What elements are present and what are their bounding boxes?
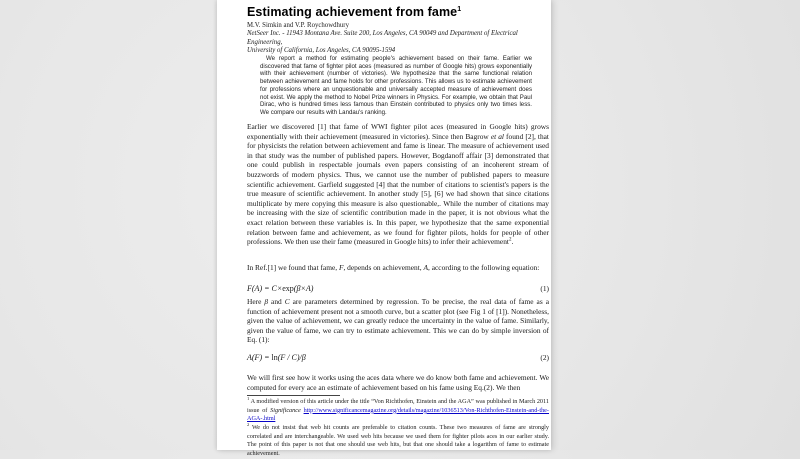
footnote-1-marker: 1: [247, 395, 250, 401]
eq2-ln-operator: ln: [271, 353, 278, 362]
para1-footnote-marker: 2: [508, 237, 512, 243]
equation-1-number: (1): [540, 284, 549, 293]
para1-etal-italic: et al: [490, 131, 504, 141]
equation-1: [247, 284, 549, 293]
footnote-2: [247, 421, 549, 459]
authors-line: M.V. Simkin and V.P. Roychowdhury: [247, 22, 349, 29]
para2-var-f: F: [338, 263, 344, 272]
equation-2-formula: [247, 353, 306, 362]
paper-title: [247, 3, 549, 19]
body-paragraph-3: [247, 297, 549, 345]
para3-var-c: C: [284, 297, 290, 306]
equation-1-formula: [247, 284, 313, 293]
eq2-argument: (F / C)/β: [277, 353, 306, 362]
affiliation-line-1: NetSeer Inc. - 11943 Montana Ave. Suite 200, Los Angeles, CA 90049 and Department of Electrical Engineering,: [247, 30, 518, 46]
para2-text-b: , depends on achievement,: [343, 263, 424, 272]
title-footnote-marker: 1: [457, 6, 462, 13]
para1-text-b: found [2], that for physicists the relation between achievement and fame is linear. The measure of achievement used in that study was the number of published papers. However, Bogdanoff affair [3] demonstrated that one could publish in respectable journals even papers consisting of an incoherent stream of buzzwords of modern physics. Thus, we cannot use the number of published papers to measure scientific achievement. Garfield suggested [4] that the number of citations to scientist's papers is the true measure of scientific achievement. In another study [5], [6] we had shown that since citations multiplicate by mere copying this measure is also questionable,. While the number of citations may be increasing with the size of scientific contribution made in the paper, it is not obvious what the exact relation between these variables is. In this paper, we hypothesize that the same exponential relation between fame and achievement, as we found for fighter pilots, holds for people of other professions. We then use their fame (measured in Google hits) to infer their achievement: [247, 131, 549, 247]
paper-page: [217, 0, 551, 458]
eq1-exp-operator: exp: [282, 284, 294, 293]
para3-text-a: Here: [247, 297, 265, 306]
equation-2: [247, 353, 549, 362]
para2-text-c: , according to the following equation:: [428, 263, 540, 272]
para2-var-a: A: [423, 263, 429, 272]
para3-text-c: are parameters determined by regression. To be precise, the real data of fame as a function of achievement present not a smooth curve, but a scatter plot (see Fig 1 of [1]). Nonetheless, given the value of achievement, we can greatly reduce the uncertainty in the value of fame. Similarly, given the value of fame, we can try to estimate achievement. This we can do by simple inversion of Eq. (1):: [247, 297, 549, 345]
eq2-lhs: A(F) =: [247, 353, 272, 362]
para3-text-b: and: [268, 297, 285, 306]
para1-text-c: .: [511, 237, 514, 247]
abstract: We report a method for estimating people's achievement based on their fame. Earlier we discovered that fame of fighter pilot aces (measured as number of Google hits) grows exponentially with their achievement (number of victories). We hypothesize that the same functional relation between achievement and fame holds for other professions. This allows us to estimate achievement for professions where an unquestionable and universally accepted measure of achievement does not exist. We apply the method to Nobel Prize winners in Physics. For example, we obtain that Paul Dirac, who is hundred times less famous than Einstein contributed to physics only two times less. We compare our results with Landau's ranking.: [260, 55, 532, 116]
footnote-1-journal-name: Significance: [270, 406, 301, 414]
significance-magazine-link[interactable]: http://www.significancemagazine.org/details/magazine/1036513/Von-Richthofen-Einstein-and-the-AGA-.html: [247, 406, 549, 423]
affiliation: [247, 30, 549, 56]
footnote-1: [247, 395, 549, 424]
affiliation-line-2: University of California, Los Angeles, CA 90095-1594: [247, 47, 396, 55]
eq1-lhs: F(A) = C×: [247, 284, 283, 293]
footnote-2-marker: 2: [247, 421, 250, 427]
footnote-separator-rule: [247, 395, 340, 396]
para2-text-a: In Ref.[1] we found that fame,: [247, 263, 339, 272]
footnote-2-text: We do not insist that web hit counts are preferable to citation counts. These two measures of fame are strongly correlated and are interchangeable. We used web hits because we used them for fighter pilots aces in our earlier study. The point of this paper is not that one should use web hits, but that one should take a logarithm of fame to estimate achievement.: [247, 424, 549, 458]
body-paragraph-1: [247, 122, 549, 247]
eq1-argument: (β×A): [293, 284, 314, 293]
para3-beta-symbol: β: [264, 297, 269, 306]
body-paragraph-4: We will first see how it works using the aces data where we do know both fame and achievement. We computed for every ace an estimate of achievement based on his fame using Eq.(2). We then: [247, 373, 549, 392]
para1-text-a: Earlier we discovered [1] that fame of WWI fighter pilot aces (measured in Google hits) grows exponentially with their achievement (measured in victories). Since then Bagrow: [247, 122, 549, 141]
paper-title-text: Estimating achievement from fame: [247, 5, 458, 20]
body-paragraph-2: [247, 263, 549, 273]
footnote-1-text-a: A modified version of this article under the title “Von Richthofen, Einstein and the AGA” was published in March 2011 issue of: [247, 398, 549, 414]
equation-2-number: (2): [540, 353, 549, 362]
